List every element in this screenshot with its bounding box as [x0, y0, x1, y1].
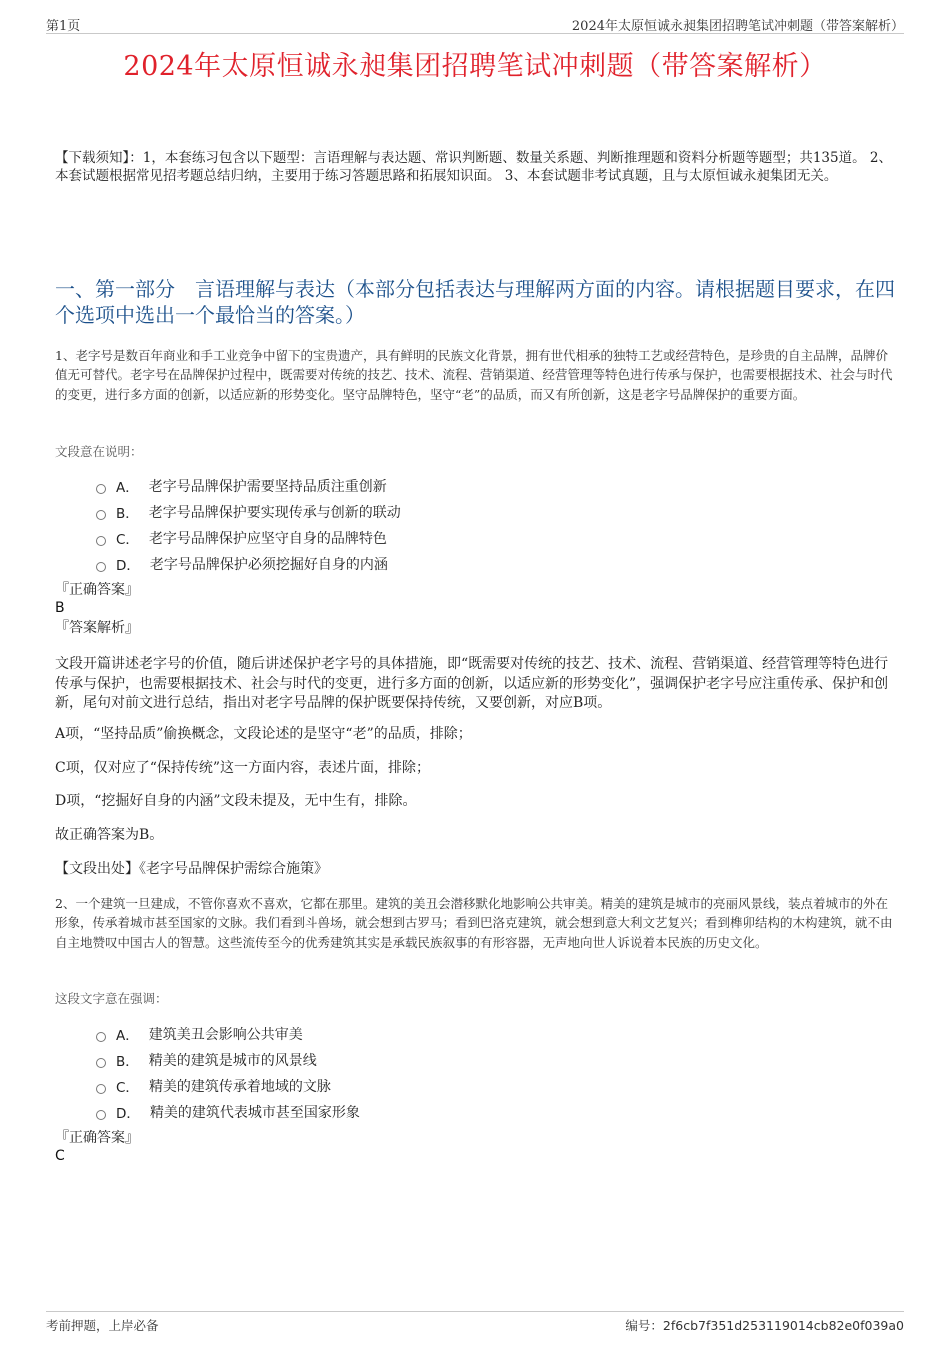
page-footer: [46, 1311, 904, 1332]
option-a[interactable]: [96, 473, 796, 499]
option-text: 老字号品牌保护需要坚持品质注重创新: [148, 479, 387, 495]
footer-code-value: 2f6cb7f351d253119014cb82e0f039a0: [662, 1318, 904, 1333]
question-1-options: [96, 473, 796, 577]
option-text: 老字号品牌保护必须挖掘好自身的内涵: [149, 557, 388, 573]
option-text: 精美的建筑传承着地域的文脉: [148, 1079, 331, 1095]
question-stem: 2、一个建筑一旦建成，不管你喜欢不喜欢，它都在那里。建筑的美丑会潜移默化地影响公共审美。精美的建筑是城市的亮丽风景线，装点着城市的外在形象，传承着城市甚至国家的文脉。我们看到斗兽场，就会想到古罗马；看到巴洛克建筑，就会想到意大利文艺复兴；看到榫卯结构的木构建筑，就不由自主地赞叹中国古人的智慧。这些流传至今的优秀建筑其实是承载民族叙事的有形容器，无声地向世人诉说着本民族的历史文化。: [55, 896, 893, 950]
question-2-stem-block: [55, 894, 900, 952]
question-1-prompt-block: [55, 442, 900, 460]
header-doc-title: 2024年太原恒诚永昶集团招聘笔试冲刺题（带答案解析）: [571, 19, 904, 34]
radio-icon[interactable]: [96, 1058, 106, 1068]
option-d[interactable]: [96, 1099, 796, 1125]
analysis-label: 『答案解析』: [55, 620, 139, 637]
question-2-prompt-block: [55, 989, 900, 1007]
option-text: 建筑美丑会影响公共审美: [148, 1027, 303, 1043]
option-a[interactable]: [96, 1021, 796, 1047]
analysis-paragraph: A项，“坚持品质”偷换概念，文段论述的是坚守“老”的品质，排除；: [55, 726, 472, 742]
option-letter: C．: [116, 1080, 139, 1096]
analysis-paragraph: 文段开篇讲述老字号的价值，随后讲述保护老字号的具体措施，即“既需要对传统的技艺、技术、流程、营销渠道、经营管理等特色进行传承与保护，也需要根据技术、社会与时代的变更，进行多方面的创新，以适应新的形势变化”，强调保护老字号应注重传承、保护和创新，尾句对前文进行总结，指出对老字号品牌的保护既要保持传统，又要创新，对应B项。: [55, 656, 889, 712]
option-c[interactable]: [96, 525, 796, 551]
option-c[interactable]: [96, 1073, 796, 1099]
option-text: 老字号品牌保护应坚守自身的品牌特色: [148, 531, 387, 547]
footer-code-label: 编号：: [625, 1318, 663, 1333]
correct-answer-value: C: [55, 1148, 65, 1165]
question-1-answer-block: [55, 581, 900, 638]
analysis-d: [55, 792, 900, 812]
analysis-conclusion: [55, 826, 900, 846]
option-b[interactable]: [96, 1047, 796, 1073]
analysis-paragraph: 故正确答案为B。: [55, 827, 164, 843]
radio-icon[interactable]: [96, 1084, 106, 1094]
section-heading: 一、第一部分 言语理解与表达（本部分包括表达与理解两方面的内容。请根据题目要求，在四个选项中选出一个最恰当的答案。）: [55, 277, 895, 327]
option-text: 老字号品牌保护要实现传承与创新的联动: [148, 505, 401, 521]
option-d[interactable]: [96, 551, 796, 577]
option-letter: B．: [116, 1054, 139, 1070]
correct-answer-label: 『正确答案』: [55, 1130, 139, 1146]
footer-slogan: 考前押题，上岸必备: [46, 1318, 159, 1333]
radio-icon[interactable]: [96, 1032, 106, 1042]
option-text: 精美的建筑是城市的风景线: [148, 1053, 317, 1069]
radio-icon[interactable]: [96, 536, 106, 546]
document-title: 2024年太原恒诚永昶集团招聘笔试冲刺题（带答案解析）: [123, 51, 827, 82]
page-number: 第1页: [46, 19, 81, 34]
radio-icon[interactable]: [96, 484, 106, 494]
radio-icon[interactable]: [96, 1110, 106, 1120]
analysis-paragraph: D项，“挖掘好自身的内涵”文段未提及，无中生有，排除。: [55, 793, 417, 809]
radio-icon[interactable]: [96, 510, 106, 520]
question-prompt: 文段意在说明：: [55, 444, 143, 459]
radio-icon[interactable]: [96, 562, 106, 572]
option-text: 精美的建筑代表城市甚至国家形象: [149, 1105, 360, 1121]
download-notice: 【下载须知】：1，本套练习包含以下题型：言语理解与表达题、常识判断题、数量关系题、判断推理题和资料分析题等题型；共135道。 2、本套试题根据常见招考题总结归纳，主要用于练习答题思路和拓展知识面。 3、本套试题非考试真题，且与太原恒诚永昶集团无关。: [55, 150, 892, 184]
option-letter: C．: [116, 532, 139, 548]
question-2-options: [96, 1021, 796, 1125]
question-stem: 1、老字号是数百年商业和手工业竞争中留下的宝贵遗产，具有鲜明的民族文化背景，拥有世代相承的独特工艺或经营特色，是珍贵的自主品牌，品牌价值无可替代。老字号在品牌保护过程中，既需要对传统的技艺、技术、流程、营销渠道、经营管理等特色进行传承与保护，也需要根据技术、社会与时代的变更，进行多方面的创新，以适应新的形势变化。坚守品牌特色，坚守“老”的品质，而又有所创新，这是老字号品牌保护的重要方面。: [55, 348, 893, 402]
correct-answer-value: B: [55, 600, 65, 617]
source-citation: 【文段出处】《老字号品牌保护需综合施策》: [55, 861, 328, 877]
question-1-stem-block: [55, 346, 900, 404]
page-header: [46, 13, 904, 34]
question-1-analysis: [55, 655, 895, 714]
correct-answer-label: 『正确答案』: [55, 582, 139, 598]
option-letter: D．: [116, 1106, 140, 1122]
analysis-a: [55, 725, 900, 745]
option-letter: A．: [116, 480, 139, 496]
analysis-c: [55, 759, 900, 779]
footer-code: [625, 1316, 904, 1334]
question-prompt: 这段文字意在强调：: [55, 991, 168, 1006]
question-2-answer-block: [55, 1129, 900, 1165]
option-letter: B．: [116, 506, 139, 522]
option-letter: D．: [116, 558, 140, 574]
question-1-source: [55, 860, 900, 880]
option-letter: A．: [116, 1028, 139, 1044]
option-b[interactable]: [96, 499, 796, 525]
analysis-paragraph: C项，仅对应了“保持传统”这一方面内容，表述片面，排除；: [55, 760, 431, 776]
